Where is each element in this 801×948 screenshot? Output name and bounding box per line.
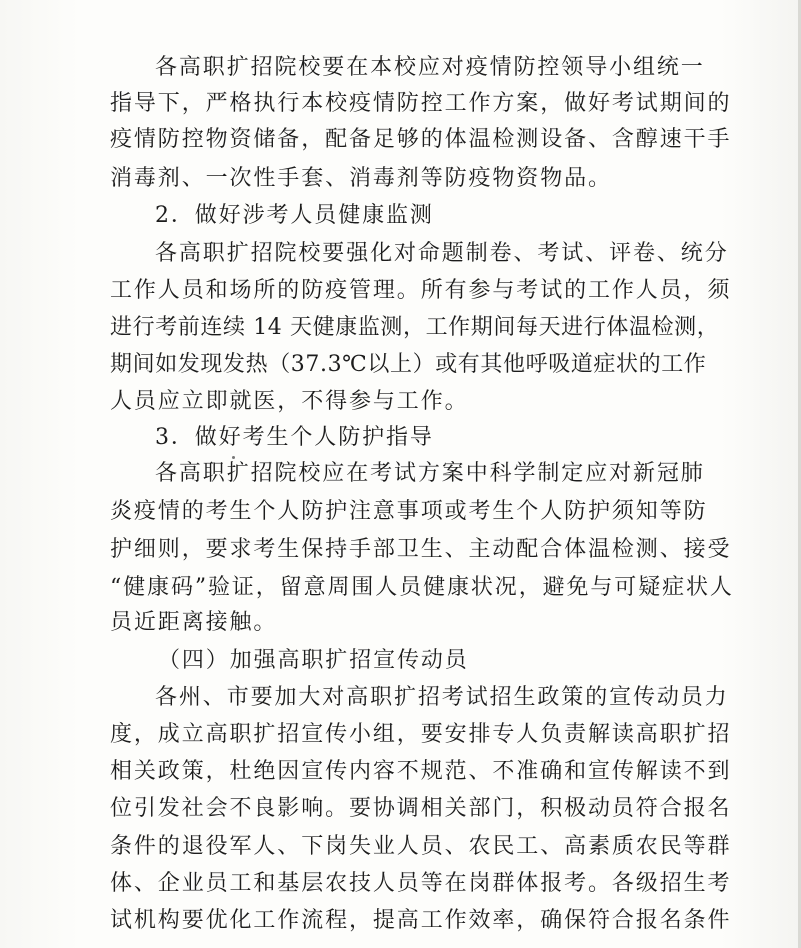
paragraph-line: 各高职扩招院校要强化对命题制卷、考试、评卷、统分 bbox=[155, 241, 729, 266]
paragraph-line: 位引发社会不良影响。要协调相关部门，积极动员符合报名 bbox=[110, 796, 732, 821]
paragraph-line: 期间如发现发热（37.3℃以上）或有其他呼吸道症状的工作 bbox=[110, 352, 707, 377]
paragraph-line: 疫情防控物资储备，配备足够的体温检测设备、含醇速干手 bbox=[110, 127, 732, 152]
paragraph-line: 进行考前连续 14 天健康监测，工作期间每天进行体温检测， bbox=[110, 315, 720, 340]
paragraph-line: 体、企业员工和基层农技人员等在岗群体报考。各级招生考 bbox=[110, 871, 732, 896]
paragraph-line: 各高职扩招院校应在考试方案中科学制定应对新冠肺 bbox=[155, 461, 705, 486]
section-heading: 2．做好涉考人员健康监测 bbox=[155, 203, 434, 228]
paragraph-line: 条件的退役军人、下岗失业人员、农民工、高素质农民等群 bbox=[110, 834, 732, 859]
paragraph-line: 各高职扩招院校要在本校应对疫情防控领导小组统一 bbox=[155, 55, 705, 80]
paragraph-line: 工作人员和场所的防疫管理。所有参与考试的工作人员，须 bbox=[110, 278, 732, 303]
section-heading: （四）加强高职扩招宣传动员 bbox=[158, 648, 469, 673]
section-heading: 3．做好考生个人防护指导 bbox=[155, 425, 434, 450]
paragraph-line: 各州、市要加大对高职扩招考试招生政策的宣传动员力 bbox=[155, 685, 729, 710]
paragraph-line: 炎疫情的考生个人防护注意事项或考生个人防护须知等防 bbox=[110, 499, 708, 524]
paragraph-line: 度，成立高职扩招宣传小组，要安排专人负责解读高职扩招 bbox=[110, 722, 732, 747]
paragraph-line: “健康码”验证，留意周围人员健康状况，避免与可疑症状人 bbox=[110, 575, 734, 600]
paragraph-line: 员近距离接触。 bbox=[110, 610, 278, 635]
paragraph-line: 指导下，严格执行本校疫情防控工作方案，做好考试期间的 bbox=[110, 91, 732, 116]
paragraph-line: 护细则，要求考生保持手部卫生、主动配合体温检测、接受 bbox=[110, 537, 732, 562]
paragraph-line: 试机构要优化工作流程，提高工作效率，确保符合报名条件 bbox=[110, 908, 732, 933]
paragraph-line: 消毒剂、一次性手套、消毒剂等防疫物资物品。 bbox=[110, 166, 612, 191]
paragraph-line: 相关政策，杜绝因宣传内容不规范、不准确和宣传解读不到 bbox=[110, 759, 732, 784]
paragraph-line: 人员应立即就医，不得参与工作。 bbox=[110, 389, 469, 414]
